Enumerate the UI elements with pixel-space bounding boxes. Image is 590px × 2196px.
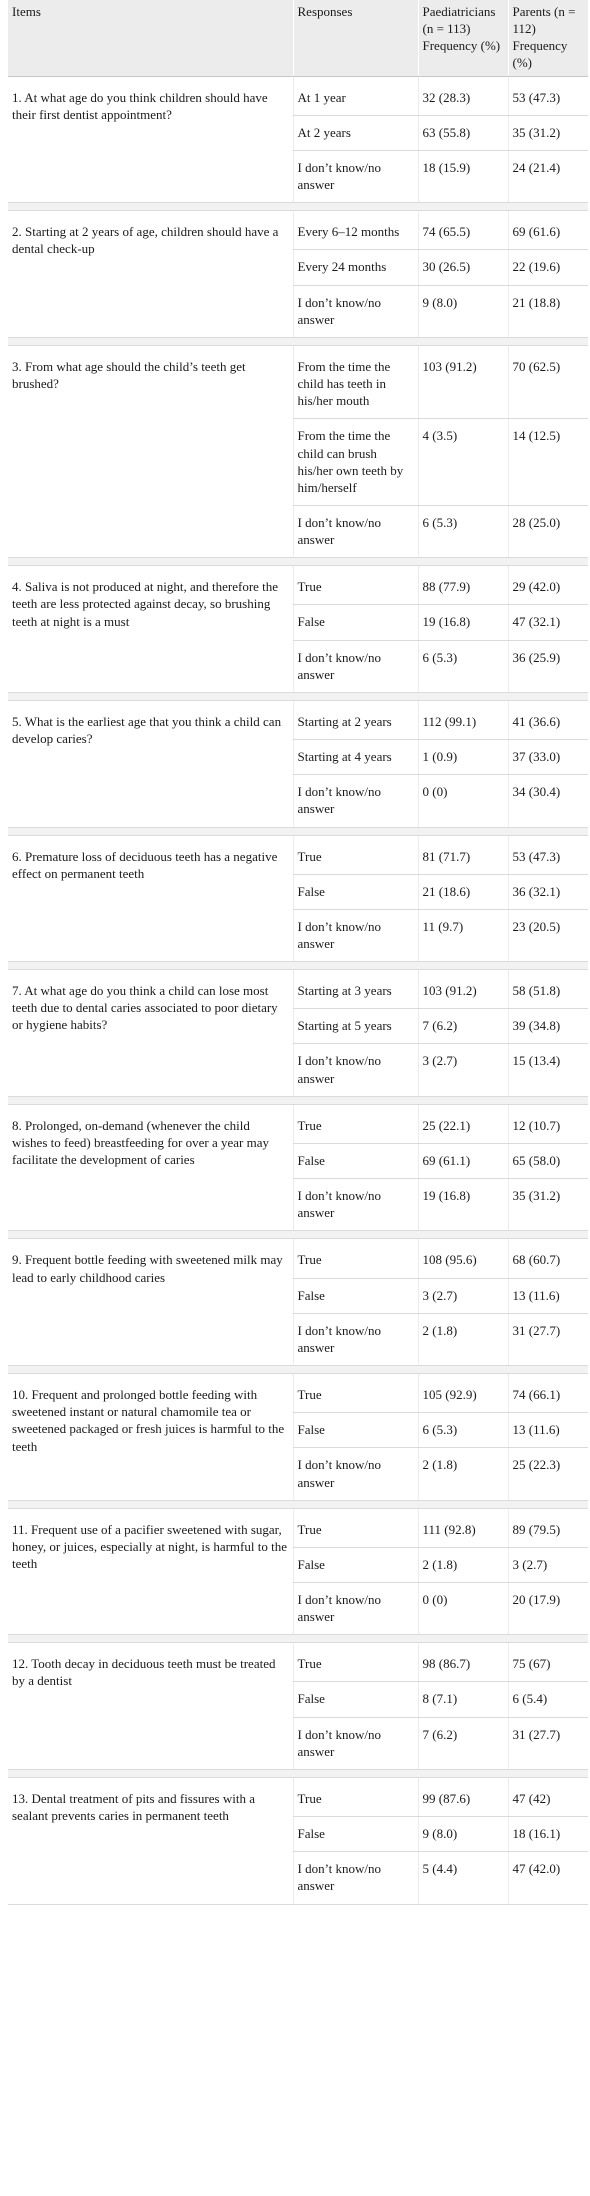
row-group-separator xyxy=(8,1366,588,1374)
item-question: 3. From what age should the child’s teeth get brushed? xyxy=(8,345,293,557)
row-group-separator xyxy=(8,1096,588,1104)
parents-frequency: 89 (79.5) xyxy=(508,1508,588,1547)
separator-cell xyxy=(8,203,588,211)
separator-cell xyxy=(8,1635,588,1643)
paediatricians-frequency: 99 (87.6) xyxy=(418,1777,508,1816)
paediatricians-frequency: 1 (0.9) xyxy=(418,740,508,775)
parents-frequency: 6 (5.4) xyxy=(508,1682,588,1717)
response-label: From the time the child can brush his/her own teeth by him/herself xyxy=(293,419,418,506)
parents-frequency: 41 (36.6) xyxy=(508,700,588,739)
parents-frequency: 29 (42.0) xyxy=(508,566,588,605)
paediatricians-frequency: 2 (1.8) xyxy=(418,1313,508,1365)
parents-frequency: 58 (51.8) xyxy=(508,970,588,1009)
response-label: True xyxy=(293,1508,418,1547)
parents-frequency: 31 (27.7) xyxy=(508,1717,588,1769)
response-label: I don’t know/no answer xyxy=(293,909,418,961)
table-row xyxy=(8,1643,588,1682)
table-container xyxy=(8,0,588,1905)
paediatricians-frequency: 74 (65.5) xyxy=(418,211,508,250)
table-row xyxy=(8,566,588,605)
paediatricians-frequency: 108 (95.6) xyxy=(418,1239,508,1278)
response-label: I don’t know/no answer xyxy=(293,1717,418,1769)
separator-cell xyxy=(8,558,588,566)
response-label: False xyxy=(293,874,418,909)
separator-cell xyxy=(8,1366,588,1374)
survey-results-table xyxy=(8,0,588,1905)
response-label: I don’t know/no answer xyxy=(293,775,418,827)
response-label: False xyxy=(293,1413,418,1448)
paediatricians-frequency: 8 (7.1) xyxy=(418,1682,508,1717)
response-label: Starting at 2 years xyxy=(293,700,418,739)
table-row xyxy=(8,345,588,418)
paediatricians-frequency: 81 (71.7) xyxy=(418,835,508,874)
parents-frequency: 24 (21.4) xyxy=(508,150,588,202)
row-group-separator xyxy=(8,1635,588,1643)
table-header xyxy=(8,0,588,76)
parents-frequency: 28 (25.0) xyxy=(508,505,588,557)
item-question: 13. Dental treatment of pits and fissures with a sealant prevents caries in permanent teeth xyxy=(8,1777,293,1904)
table-row xyxy=(8,1239,588,1278)
paediatricians-frequency: 111 (92.8) xyxy=(418,1508,508,1547)
parents-frequency: 25 (22.3) xyxy=(508,1448,588,1500)
paediatricians-frequency: 2 (1.8) xyxy=(418,1547,508,1582)
response-label: I don’t know/no answer xyxy=(293,505,418,557)
paediatricians-frequency: 103 (91.2) xyxy=(418,345,508,418)
separator-cell xyxy=(8,1231,588,1239)
separator-cell xyxy=(8,692,588,700)
paediatricians-frequency: 103 (91.2) xyxy=(418,970,508,1009)
table-row xyxy=(8,700,588,739)
table-row xyxy=(8,835,588,874)
response-label: Every 24 months xyxy=(293,250,418,285)
parents-frequency: 20 (17.9) xyxy=(508,1582,588,1634)
table-row xyxy=(8,1374,588,1413)
response-label: I don’t know/no answer xyxy=(293,150,418,202)
parents-frequency: 18 (16.1) xyxy=(508,1817,588,1852)
paediatricians-frequency: 6 (5.3) xyxy=(418,640,508,692)
response-label: I don’t know/no answer xyxy=(293,285,418,337)
parents-frequency: 75 (67) xyxy=(508,1643,588,1682)
parents-frequency: 12 (10.7) xyxy=(508,1104,588,1143)
response-label: True xyxy=(293,1643,418,1682)
paediatricians-frequency: 30 (26.5) xyxy=(418,250,508,285)
header-paediatricians: Paediatricians (n = 113) Frequency (%) xyxy=(418,0,508,76)
paediatricians-frequency: 9 (8.0) xyxy=(418,1817,508,1852)
table-row xyxy=(8,1777,588,1816)
response-label: At 2 years xyxy=(293,115,418,150)
response-label: True xyxy=(293,1374,418,1413)
row-group-separator xyxy=(8,337,588,345)
parents-frequency: 36 (32.1) xyxy=(508,874,588,909)
separator-cell xyxy=(8,1500,588,1508)
response-label: True xyxy=(293,835,418,874)
parents-frequency: 35 (31.2) xyxy=(508,1179,588,1231)
item-question: 1. At what age do you think children should have their first dentist appointment? xyxy=(8,76,293,203)
parents-frequency: 22 (19.6) xyxy=(508,250,588,285)
paediatricians-frequency: 88 (77.9) xyxy=(418,566,508,605)
paediatricians-frequency: 105 (92.9) xyxy=(418,1374,508,1413)
paediatricians-frequency: 112 (99.1) xyxy=(418,700,508,739)
parents-frequency: 31 (27.7) xyxy=(508,1313,588,1365)
parents-frequency: 65 (58.0) xyxy=(508,1143,588,1178)
response-label: Every 6–12 months xyxy=(293,211,418,250)
item-question: 6. Premature loss of deciduous teeth has a negative effect on permanent teeth xyxy=(8,835,293,962)
row-group-separator xyxy=(8,1231,588,1239)
separator-cell xyxy=(8,827,588,835)
parents-frequency: 36 (25.9) xyxy=(508,640,588,692)
row-group-separator xyxy=(8,962,588,970)
response-label: False xyxy=(293,1547,418,1582)
response-label: From the time the child has teeth in his/her mouth xyxy=(293,345,418,418)
response-label: I don’t know/no answer xyxy=(293,1044,418,1096)
item-question: 4. Saliva is not produced at night, and therefore the teeth are less protected against decay, so brushing teeth at night is a must xyxy=(8,566,293,693)
item-question: 5. What is the earliest age that you think a child can develop caries? xyxy=(8,700,293,827)
parents-frequency: 74 (66.1) xyxy=(508,1374,588,1413)
parents-frequency: 13 (11.6) xyxy=(508,1413,588,1448)
paediatricians-frequency: 25 (22.1) xyxy=(418,1104,508,1143)
paediatricians-frequency: 7 (6.2) xyxy=(418,1717,508,1769)
paediatricians-frequency: 6 (5.3) xyxy=(418,1413,508,1448)
item-question: 9. Frequent bottle feeding with sweetened milk may lead to early childhood caries xyxy=(8,1239,293,1366)
response-label: True xyxy=(293,1104,418,1143)
parents-frequency: 47 (42.0) xyxy=(508,1852,588,1904)
item-question: 2. Starting at 2 years of age, children should have a dental check-up xyxy=(8,211,293,338)
response-label: I don’t know/no answer xyxy=(293,640,418,692)
parents-frequency: 21 (18.8) xyxy=(508,285,588,337)
parents-frequency: 3 (2.7) xyxy=(508,1547,588,1582)
paediatricians-frequency: 3 (2.7) xyxy=(418,1044,508,1096)
row-group-separator xyxy=(8,692,588,700)
table-row xyxy=(8,76,588,115)
paediatricians-frequency: 0 (0) xyxy=(418,1582,508,1634)
parents-frequency: 14 (12.5) xyxy=(508,419,588,506)
paediatricians-frequency: 2 (1.8) xyxy=(418,1448,508,1500)
parents-frequency: 47 (42) xyxy=(508,1777,588,1816)
table-row xyxy=(8,211,588,250)
separator-cell xyxy=(8,1096,588,1104)
table-row xyxy=(8,970,588,1009)
paediatricians-frequency: 3 (2.7) xyxy=(418,1278,508,1313)
paediatricians-frequency: 6 (5.3) xyxy=(418,505,508,557)
response-label: False xyxy=(293,1278,418,1313)
header-parents: Parents (n = 112) Frequency (%) xyxy=(508,0,588,76)
paediatricians-frequency: 19 (16.8) xyxy=(418,1179,508,1231)
response-label: False xyxy=(293,1143,418,1178)
response-label: False xyxy=(293,1682,418,1717)
parents-frequency: 47 (32.1) xyxy=(508,605,588,640)
response-label: True xyxy=(293,566,418,605)
parents-frequency: 53 (47.3) xyxy=(508,76,588,115)
paediatricians-frequency: 19 (16.8) xyxy=(418,605,508,640)
header-row xyxy=(8,0,588,76)
table-row xyxy=(8,1508,588,1547)
response-label: At 1 year xyxy=(293,76,418,115)
paediatricians-frequency: 11 (9.7) xyxy=(418,909,508,961)
response-label: False xyxy=(293,605,418,640)
parents-frequency: 53 (47.3) xyxy=(508,835,588,874)
parents-frequency: 35 (31.2) xyxy=(508,115,588,150)
paediatricians-frequency: 18 (15.9) xyxy=(418,150,508,202)
paediatricians-frequency: 63 (55.8) xyxy=(418,115,508,150)
parents-frequency: 68 (60.7) xyxy=(508,1239,588,1278)
response-label: Starting at 3 years xyxy=(293,970,418,1009)
separator-cell xyxy=(8,337,588,345)
table-row xyxy=(8,1104,588,1143)
response-label: True xyxy=(293,1777,418,1816)
paediatricians-frequency: 98 (86.7) xyxy=(418,1643,508,1682)
item-question: 12. Tooth decay in deciduous teeth must be treated by a dentist xyxy=(8,1643,293,1770)
parents-frequency: 39 (34.8) xyxy=(508,1009,588,1044)
response-label: I don’t know/no answer xyxy=(293,1582,418,1634)
response-label: I don’t know/no answer xyxy=(293,1852,418,1904)
response-label: False xyxy=(293,1817,418,1852)
row-group-separator xyxy=(8,1769,588,1777)
response-label: True xyxy=(293,1239,418,1278)
parents-frequency: 23 (20.5) xyxy=(508,909,588,961)
separator-cell xyxy=(8,1769,588,1777)
parents-frequency: 15 (13.4) xyxy=(508,1044,588,1096)
header-items: Items xyxy=(8,0,293,76)
response-label: Starting at 4 years xyxy=(293,740,418,775)
parents-frequency: 70 (62.5) xyxy=(508,345,588,418)
parents-frequency: 37 (33.0) xyxy=(508,740,588,775)
item-question: 10. Frequent and prolonged bottle feeding with sweetened instant or natural chamomile tea or sweetened packaged or fresh juices is harmful to the teeth xyxy=(8,1374,293,1501)
paediatricians-frequency: 32 (28.3) xyxy=(418,76,508,115)
row-group-separator xyxy=(8,203,588,211)
paediatricians-frequency: 5 (4.4) xyxy=(418,1852,508,1904)
row-group-separator xyxy=(8,1500,588,1508)
response-label: I don’t know/no answer xyxy=(293,1179,418,1231)
header-responses: Responses xyxy=(293,0,418,76)
parents-frequency: 34 (30.4) xyxy=(508,775,588,827)
response-label: I don’t know/no answer xyxy=(293,1448,418,1500)
paediatricians-frequency: 7 (6.2) xyxy=(418,1009,508,1044)
item-question: 7. At what age do you think a child can lose most teeth due to dental caries associated to poor dietary or hygiene habits? xyxy=(8,970,293,1097)
item-question: 8. Prolonged, on-demand (whenever the child wishes to feed) breastfeeding for over a year may facilitate the development of caries xyxy=(8,1104,293,1231)
paediatricians-frequency: 0 (0) xyxy=(418,775,508,827)
response-label: I don’t know/no answer xyxy=(293,1313,418,1365)
item-question: 11. Frequent use of a pacifier sweetened with sugar, honey, or juices, especially at night, is harmful to the teeth xyxy=(8,1508,293,1635)
paediatricians-frequency: 4 (3.5) xyxy=(418,419,508,506)
paediatricians-frequency: 21 (18.6) xyxy=(418,874,508,909)
response-label: Starting at 5 years xyxy=(293,1009,418,1044)
row-group-separator xyxy=(8,558,588,566)
paediatricians-frequency: 69 (61.1) xyxy=(418,1143,508,1178)
parents-frequency: 13 (11.6) xyxy=(508,1278,588,1313)
parents-frequency: 69 (61.6) xyxy=(508,211,588,250)
table-body xyxy=(8,76,588,1904)
separator-cell xyxy=(8,962,588,970)
paediatricians-frequency: 9 (8.0) xyxy=(418,285,508,337)
row-group-separator xyxy=(8,827,588,835)
